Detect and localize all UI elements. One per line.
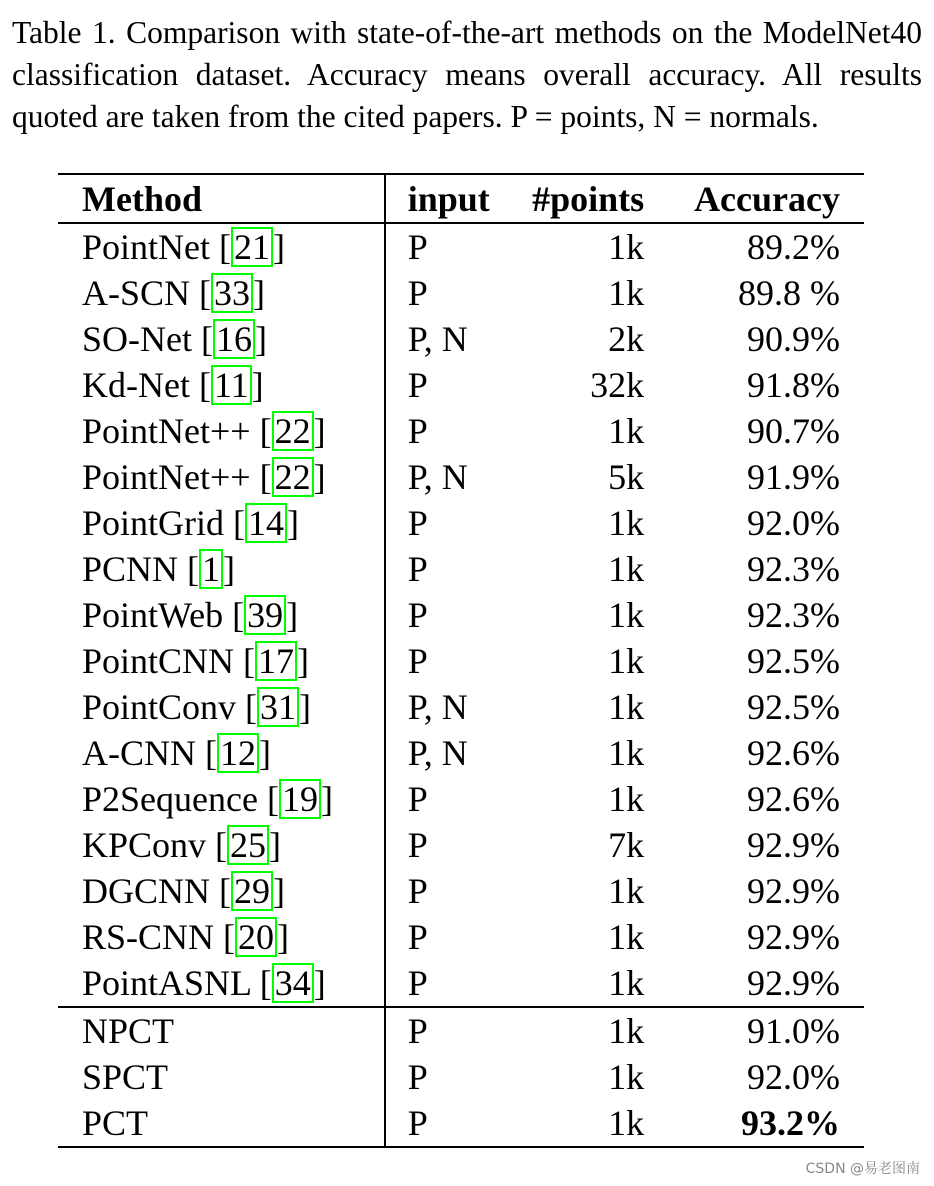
method-name: SPCT <box>82 1057 169 1097</box>
cell-method <box>58 1100 385 1147</box>
method-name: PCT <box>82 1103 149 1143</box>
method-name: RS-CNN <box>82 917 215 957</box>
cell-input: P <box>407 917 428 957</box>
cell-accuracy: 92.0% <box>747 503 840 543</box>
method-name: PointNet++ <box>82 457 251 497</box>
table-row <box>58 868 864 914</box>
citation-link[interactable]: 39 <box>244 595 286 635</box>
cell-points: 1k <box>608 595 645 635</box>
cell-input: P <box>407 825 428 865</box>
table-caption: Table 1. Comparison with state-of-the-art methods on the ModelNet40 classification dataset. Accuracy means overall accuracy. All results quoted are taken from the cited papers. P = points, N = normals. <box>12 15 922 134</box>
cell-accuracy: 92.0% <box>747 1057 840 1097</box>
cell-input: P, N <box>407 733 468 773</box>
table-row <box>58 546 864 592</box>
cell-method: RS-CNN [20] <box>58 914 385 960</box>
table-row <box>58 730 864 776</box>
cell-input: P <box>385 1100 530 1147</box>
table-row <box>58 223 864 270</box>
cell-input: P <box>407 1057 428 1097</box>
cell-input: P <box>407 779 428 819</box>
cell-points: 1k <box>608 411 645 451</box>
citation-link[interactable]: 34 <box>272 963 314 1003</box>
table-row <box>58 684 864 730</box>
cell-input: P <box>385 1007 530 1054</box>
cell-method: PointGrid [14] <box>58 500 385 546</box>
method-name: PCNN <box>82 549 179 589</box>
cell-points: 1k <box>608 503 645 543</box>
citation-link[interactable]: 16 <box>213 319 255 359</box>
cell-method <box>58 1007 385 1054</box>
cell-accuracy: 90.9% <box>747 319 840 359</box>
cell-input: P <box>407 641 428 681</box>
cell-method: SO-Net [16] <box>58 316 385 362</box>
citation-link[interactable]: 21 <box>231 227 273 267</box>
method-name: DGCNN <box>82 871 211 911</box>
citation-link[interactable]: 1 <box>199 549 223 589</box>
cell-accuracy: 91.0% <box>644 1007 864 1054</box>
cell-accuracy: 91.8% <box>747 365 840 405</box>
cell-input: P <box>407 411 428 451</box>
cell-accuracy: 92.3% <box>747 595 840 635</box>
cell-points: 1k <box>608 687 645 727</box>
method-name: A-CNN <box>82 733 196 773</box>
cell-method: DGCNN [29] <box>58 868 385 914</box>
cell-accuracy: 92.6% <box>747 779 840 819</box>
cell-input: P <box>407 503 428 543</box>
cell-method: PointNet [21] <box>58 223 385 270</box>
watermark: CSDN @易老图南 <box>805 1161 920 1177</box>
citation-link[interactable]: 25 <box>227 825 269 865</box>
cell-input: P <box>407 549 428 589</box>
citation-link[interactable]: 22 <box>272 457 314 497</box>
header-input: input <box>385 174 530 223</box>
cell-accuracy: 89.2% <box>747 227 840 267</box>
cell-method: PointConv [31] <box>58 684 385 730</box>
cell-accuracy: 89.8 % <box>738 273 840 313</box>
cell-points: 1k <box>608 1057 645 1097</box>
table-row <box>58 316 864 362</box>
cell-method: PointASNL [34] <box>58 960 385 1007</box>
method-name: PointNet++ <box>82 411 251 451</box>
cell-method: Kd-Net [11] <box>58 362 385 408</box>
cell-accuracy: 92.9% <box>747 963 840 1003</box>
cell-input: P, N <box>407 687 468 727</box>
citation-link[interactable]: 17 <box>255 641 297 681</box>
citation-link[interactable]: 14 <box>245 503 287 543</box>
cell-input: P <box>407 963 428 1003</box>
method-name: KPConv <box>82 825 207 865</box>
cell-points: 1k <box>608 273 645 313</box>
header-points: #points <box>529 174 644 223</box>
cell-input: P <box>407 595 428 635</box>
method-name: PointWeb <box>82 595 224 635</box>
table-body <box>58 223 864 1147</box>
method-name: PointASNL <box>82 963 251 1003</box>
cell-accuracy: 91.9% <box>747 457 840 497</box>
cell-input: P <box>407 365 428 405</box>
results-table <box>58 173 864 1148</box>
method-name: P2Sequence <box>82 779 258 819</box>
cell-points: 1k <box>608 549 645 589</box>
citation-link[interactable]: 29 <box>231 871 273 911</box>
table-row <box>58 362 864 408</box>
table-row <box>58 1007 864 1054</box>
cell-accuracy: 92.5% <box>747 687 840 727</box>
cell-accuracy: 92.5% <box>747 641 840 681</box>
table-row <box>58 638 864 684</box>
method-name: Kd-Net <box>82 365 190 405</box>
cell-points: 1k <box>608 641 645 681</box>
cell-points: 1k <box>529 1100 644 1147</box>
method-name: PointCNN <box>82 641 235 681</box>
cell-points: 32k <box>590 365 645 405</box>
cell-method: KPConv [25] <box>58 822 385 868</box>
cell-accuracy: 92.9% <box>747 871 840 911</box>
cell-method: PCNN [1] <box>58 546 385 592</box>
table-row <box>58 408 864 454</box>
cell-points: 2k <box>608 319 645 359</box>
cell-method: A-CNN [12] <box>58 730 385 776</box>
cell-points: 1k <box>608 733 645 773</box>
cell-method: PointWeb [39] <box>58 592 385 638</box>
cell-accuracy: 90.7% <box>747 411 840 451</box>
cell-points: 1k <box>608 871 645 911</box>
header-accuracy: Accuracy <box>644 174 864 223</box>
cell-accuracy: 92.9% <box>747 825 840 865</box>
citation-link[interactable]: 20 <box>235 917 277 957</box>
citation-link[interactable]: 12 <box>217 733 259 773</box>
method-name: PointNet <box>82 227 211 267</box>
method-name: SO-Net <box>82 319 192 359</box>
cell-input: P <box>407 273 428 313</box>
cell-method: PointNet++ [22] <box>58 408 385 454</box>
table-row <box>58 822 864 868</box>
cell-input: P <box>407 871 428 911</box>
citation-link[interactable]: 19 <box>279 779 321 819</box>
method-name: NPCT <box>82 1011 175 1051</box>
cell-method: PointCNN [17] <box>58 638 385 684</box>
table-header-row <box>58 174 864 223</box>
citation-link[interactable]: 31 <box>257 687 299 727</box>
table-row <box>58 500 864 546</box>
cell-points: 1k <box>608 963 645 1003</box>
cell-method: A-SCN [33] <box>58 270 385 316</box>
cell-points: 5k <box>608 457 645 497</box>
table-row <box>58 1054 864 1100</box>
method-name: PointConv <box>82 687 237 727</box>
table-row <box>58 776 864 822</box>
cell-accuracy: 92.3% <box>747 549 840 589</box>
cell-method: PointNet++ [22] <box>58 454 385 500</box>
citation-link[interactable]: 22 <box>272 411 314 451</box>
cell-method: P2Sequence [19] <box>58 776 385 822</box>
citation-link[interactable]: 33 <box>211 273 253 313</box>
table-row <box>58 454 864 500</box>
method-name: PointGrid <box>82 503 225 543</box>
cell-points: 7k <box>608 825 645 865</box>
cell-accuracy: 92.6% <box>747 733 840 773</box>
table-row <box>58 270 864 316</box>
cell-input: P <box>407 227 428 267</box>
citation-link[interactable]: 11 <box>211 365 252 405</box>
table-row <box>58 592 864 638</box>
cell-points: 1k <box>608 227 645 267</box>
table-row <box>58 914 864 960</box>
cell-accuracy: 92.9% <box>747 917 840 957</box>
cell-points: 1k <box>608 917 645 957</box>
cell-accuracy: 93.2% <box>644 1100 864 1147</box>
cell-points: 1k <box>608 779 645 819</box>
table-row <box>58 960 864 1007</box>
cell-input: P, N <box>407 319 468 359</box>
table-row <box>58 1100 864 1147</box>
cell-method <box>58 1054 385 1100</box>
cell-points: 1k <box>529 1007 644 1054</box>
method-name: A-SCN <box>82 273 191 313</box>
header-method: Method <box>58 174 385 223</box>
cell-input: P, N <box>407 457 468 497</box>
